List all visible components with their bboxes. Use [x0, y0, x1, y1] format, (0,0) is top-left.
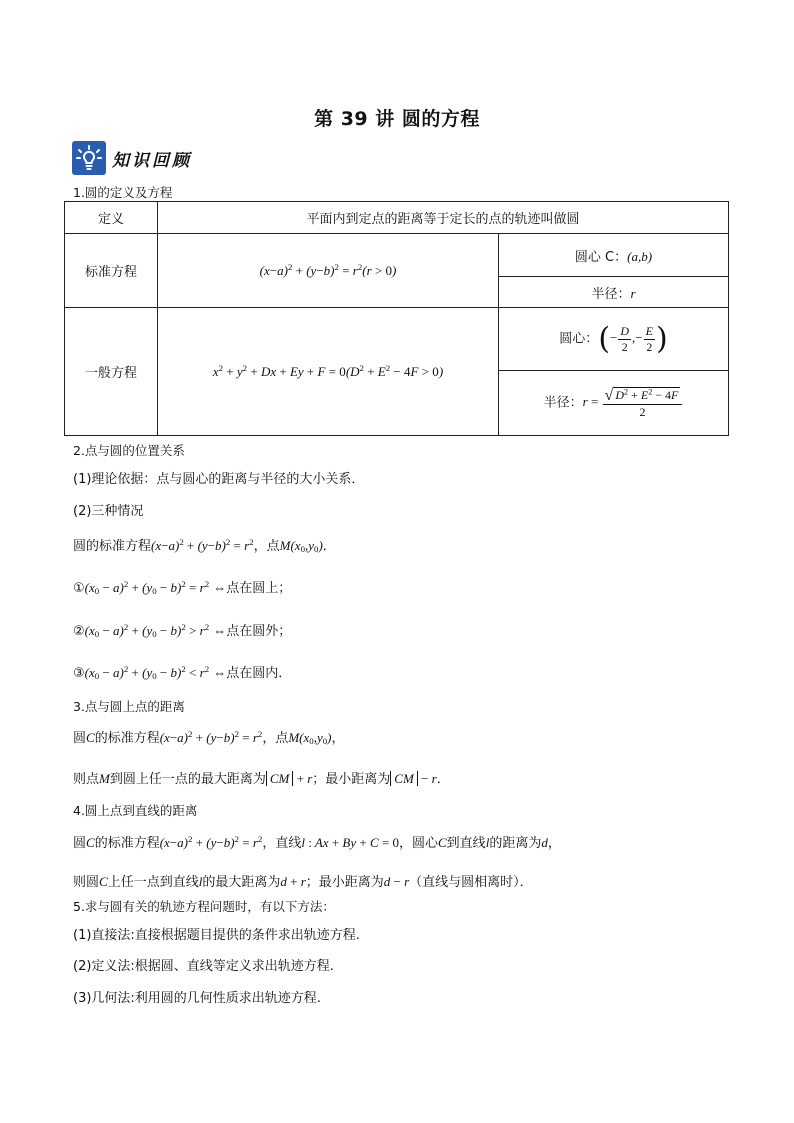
table-row-standard	[65, 234, 729, 277]
general-radius-cell: 半径：r = √ $D^2 + E^2 - 4F$ 2	[499, 371, 729, 436]
text-fragment: ．	[436, 772, 450, 787]
section-4-setup: 圆C的标准方程$(x-a)^2 + (y-b)^2 = r^2$，直线l : Ax + By + C = 0，圆心C到直线l的距离为d，	[73, 834, 561, 851]
text-fragment: 则点	[73, 772, 100, 787]
text-fragment: 的距离为	[489, 836, 542, 851]
standard-center-cell: 圆心 C：(a,b)	[499, 234, 729, 277]
text-fragment: 到直线	[446, 836, 486, 851]
circle-equation-table	[64, 201, 729, 436]
text-fragment: 的最大距离为	[202, 875, 281, 890]
case-on-circle: $①(x_0 - a)^2 + (y_0 - b)^2 = r^2$ ⇔点在圆上；	[73, 579, 292, 597]
text-fragment: 则圆	[73, 875, 100, 890]
case-text: 点在圆外；	[226, 624, 292, 639]
section-4-distances: 则圆C上任一点到直线l的最大距离为d + r；最小距离为d − r（直线与圆相离时）．	[73, 874, 533, 890]
text-fragment: （直线与圆相离时）．	[409, 875, 533, 890]
text-fragment: 圆	[73, 836, 87, 851]
table-row-general	[65, 308, 729, 371]
row-label-definition: 定义	[65, 202, 158, 234]
text-fragment: 上任一点到直线	[107, 875, 199, 890]
section-4-heading: 4.圆上点到直线的距离	[73, 803, 198, 818]
case-inside-circle: $③(x_0 - a)^2 + (y_0 - b)^2 < r^2$ ⇔点在圆内．	[73, 664, 292, 682]
knowledge-review-banner	[72, 138, 192, 178]
section-2-standard-eq: 圆的标准方程$(x-a)^2 + (y-b)^2 = r^2$，点$M(x_0,y_0)$．	[73, 537, 336, 555]
section-3-heading: 3.点与圆上点的距离	[73, 699, 185, 714]
text-fragment: 圆的标准方程	[73, 539, 152, 554]
section-2-cases-heading: (2)三种情况	[73, 504, 144, 519]
standard-radius-label: 半径：	[591, 286, 631, 302]
text-fragment: ；最小距离为	[312, 772, 391, 787]
text-fragment: ．	[322, 539, 336, 554]
text-fragment: ，	[331, 731, 345, 746]
section-3-distances: 则点M到圆上任一点的最大距离为 CM + r；最小距离为 CM − r．	[73, 771, 450, 787]
general-center-cell: 圆心：(− $\frac{D}{2}$ ,− $\frac{E}{2}$ )	[499, 308, 729, 371]
text-fragment: 的标准方程	[94, 836, 160, 851]
page-title: 第 39 讲 圆的方程	[314, 108, 480, 130]
row-label-standard: 标准方程	[65, 234, 158, 308]
row-label-general: 一般方程	[65, 308, 158, 436]
case-number: ③	[73, 666, 85, 681]
standard-center-label: 圆心 C：	[574, 249, 628, 265]
text-fragment: ，	[547, 836, 561, 851]
method-definition: (2)定义法:根据圆、直线等定义求出轨迹方程.	[73, 959, 334, 974]
text-fragment: 到圆上任一点的最大距离为	[109, 772, 266, 787]
section-5-heading: 5.求与圆有关的轨迹方程问题时，有以下方法：	[73, 899, 335, 914]
text-fragment: ，点	[262, 731, 289, 746]
standard-equation: $(x-a)^2 + (y-b)^2 = r^2(r > 0)$	[158, 234, 499, 308]
section-2-heading: 2.点与圆的位置关系	[73, 443, 185, 458]
case-text: 点在圆内．	[226, 666, 292, 681]
general-radius-label: 半径：	[543, 394, 583, 410]
general-center-label: 圆心：	[559, 330, 599, 346]
general-equation: $x^2 + y^2 + Dx + Ey + F = 0(D^2 + E^2 - 4F > 0)$	[158, 308, 499, 436]
table-row-definition	[65, 202, 729, 234]
section-3-setup: 圆C的标准方程$(x-a)^2 + (y-b)^2 = r^2$，点$M(x_0,y_0)$，	[73, 729, 345, 747]
case-text: 点在圆上；	[226, 581, 292, 596]
text-fragment: ，直线	[262, 836, 302, 851]
text-fragment: 圆	[73, 731, 87, 746]
banner-label: 知识回顾	[112, 150, 192, 171]
text-fragment: 的标准方程	[94, 731, 160, 746]
case-number: ②	[73, 624, 85, 639]
lightbulb-icon	[72, 141, 106, 175]
section-2-basis: (1)理论依据：点与圆心的距离与半径的大小关系．	[73, 472, 365, 487]
definition-text: 平面内到定点的距离等于定长的点的轨迹叫做圆	[158, 202, 729, 234]
method-direct: (1)直接法:直接根据题目提供的条件求出轨迹方程.	[73, 928, 360, 943]
case-outside-circle: $②(x_0 - a)^2 + (y_0 - b)^2 > r^2$ ⇔点在圆外；	[73, 622, 292, 640]
standard-radius-cell: 半径：r	[499, 277, 729, 308]
text-fragment: ；最小距离为	[305, 875, 384, 890]
method-geometry: (3)几何法:利用圆的几何性质求出轨迹方程.	[73, 991, 321, 1006]
case-number: ①	[73, 581, 85, 596]
section-1-heading: 1.圆的定义及方程	[73, 185, 173, 200]
text-fragment: ，圆心	[398, 836, 438, 851]
text-fragment: ，点	[253, 539, 280, 554]
